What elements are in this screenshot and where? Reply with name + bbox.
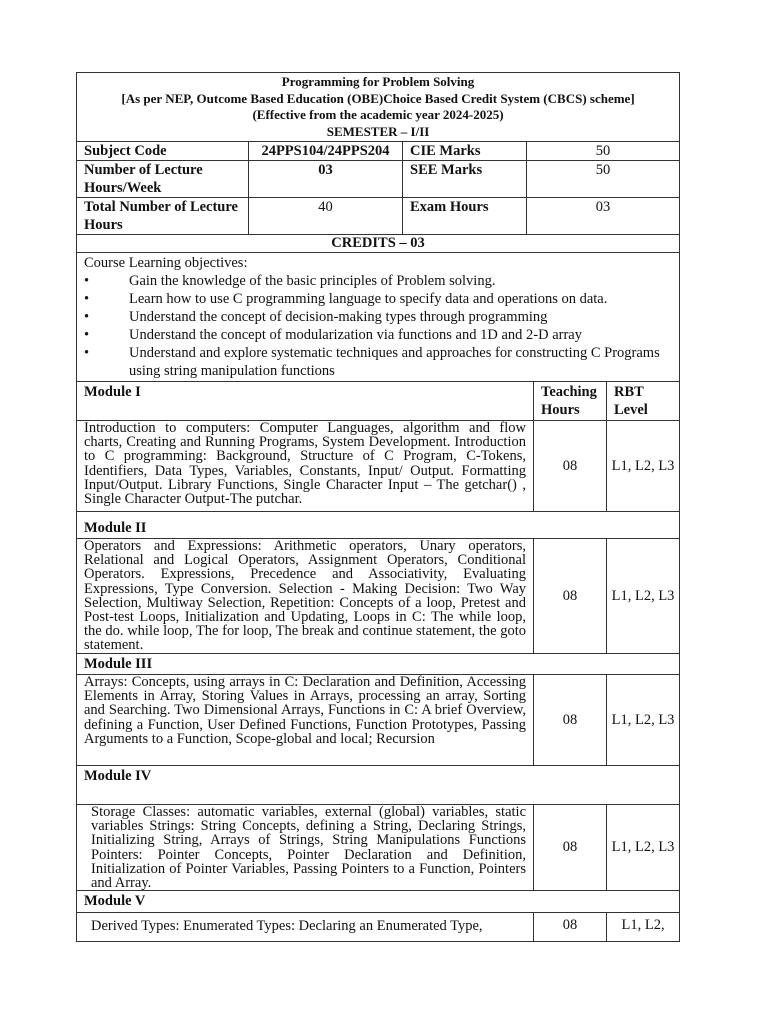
course-title: Programming for Problem Solving [281, 74, 475, 89]
module-rbt: L1, L2, L3 [607, 675, 680, 766]
objective-item: • Gain the knowledge of the basic principles of Problem solving. [84, 272, 672, 290]
module-hours: 08 [534, 421, 607, 512]
course-effective-year: (Effective from the academic year 2024-2025) [252, 107, 504, 122]
info-row-subject-code [77, 142, 680, 161]
total-hours-value: 40 [249, 198, 403, 235]
module-content: Derived Types: Enumerated Types: Declaring an Enumerated Type, [77, 913, 534, 942]
module-content: Introduction to computers: Computer Languages, algorithm and flow charts, Creating and Running Programs, System Development. Introduction to C programming: Background, Structure of C Program, C-Tokens, Identifiers, Data Types, Variables, Constants, Input/ Output. Formatting Input/Output. Library Functions, Single Character Input – The getchar() , Single Character Output-The putchar. [77, 421, 534, 512]
module-header-row [77, 512, 680, 539]
info-row-lecture-hours [77, 161, 680, 198]
objectives-row [77, 253, 680, 382]
module-row [77, 675, 680, 766]
total-hours-label: Total Number of Lecture Hours [77, 198, 249, 235]
module-row [77, 539, 680, 654]
rbt-level-header: RBT Level [607, 382, 680, 421]
module-row [77, 913, 680, 942]
subject-code-label: Subject Code [77, 142, 249, 161]
objective-item: • Understand and explore systematic techniques and approaches for constructing C Programs using string manipulation functions [84, 344, 672, 380]
exam-hours-label: Exam Hours [403, 198, 527, 235]
module-header-row [77, 766, 680, 805]
module-hours: 08 [534, 913, 607, 942]
objective-item: • Understand the concept of decision-making types through programming [84, 308, 672, 326]
course-header-row [77, 73, 680, 142]
see-marks-value: 50 [527, 161, 680, 198]
objective-item: • Understand the concept of modularization via functions and 1D and 2-D array [84, 326, 672, 344]
module-rbt: L1, L2, [607, 913, 680, 942]
objective-item: • Learn how to use C programming language to specify data and operations on data. [84, 290, 672, 308]
objectives-list [84, 272, 672, 380]
module-hours: 08 [534, 805, 607, 891]
module-header-row [77, 382, 680, 421]
module-row [77, 421, 680, 512]
module-row [77, 805, 680, 891]
course-semester: SEMESTER – I/II [326, 123, 430, 139]
course-scheme: [As per NEP, Outcome Based Education (OBE)Choice Based Credit System (CBCS) scheme] [121, 90, 635, 106]
cie-marks-label: CIE Marks [403, 142, 527, 161]
subject-code-value: 24PPS104/24PPS204 [249, 142, 403, 161]
module-hours: 08 [534, 675, 607, 766]
info-row-total-hours [77, 198, 680, 235]
module-title: Module V [77, 891, 680, 913]
credits: CREDITS – 03 [77, 235, 680, 253]
objectives-heading: Course Learning objectives: [84, 255, 248, 271]
see-marks-label: SEE Marks [403, 161, 527, 198]
module-header-row [77, 891, 680, 913]
syllabus-table [76, 72, 680, 942]
module-header-row [77, 654, 680, 675]
syllabus-page [76, 72, 679, 942]
module-title: Module IV [77, 766, 680, 805]
module-content: Operators and Expressions: Arithmetic operators, Unary operators, Relational and Logical Operators, Assignment Operators, Conditional Operators. Expressions, Precedence and Associativity, Evaluating Expressions, Type Conversion. Selection - Making Decision: Two Way Selection, Multiway Selection, Repetition: Concepts of a loop, Pretest and Post-test Loops, Initialization and Updating, Loops in C: The while loop, the do. while loop, The for loop, The break and continue statement, the goto statement. [77, 539, 534, 654]
exam-hours-value: 03 [527, 198, 680, 235]
module-content: Storage Classes: automatic variables, external (global) variables, static variables Strings: String Concepts, defining a String, Declaring Strings, Initializing String, Arrays of Strings, String Manipulations Functions Pointers: Pointer Concepts, Pointer Declaration and Definition, Initialization of Pointer Variables, Passing Pointers to a Function, Pointers and Array. [77, 805, 534, 891]
lecture-hours-value: 03 [249, 161, 403, 198]
module-title: Module I [77, 382, 534, 421]
module-rbt: L1, L2, L3 [607, 421, 680, 512]
module-rbt: L1, L2, L3 [607, 539, 680, 654]
course-header [77, 73, 680, 142]
objectives [77, 253, 680, 382]
cie-marks-value: 50 [527, 142, 680, 161]
module-hours: 08 [534, 539, 607, 654]
credits-row [77, 235, 680, 253]
module-title: Module II [77, 512, 680, 539]
module-title: Module III [77, 654, 680, 675]
module-content: Arrays: Concepts, using arrays in C: Declaration and Definition, Accessing Elements in Array, Storing Values in Arrays, processing an array, Sorting and Searching. Two Dimensional Arrays, Functions in C: A brief Overview, defining a Function, User Defined Functions, Function Prototypes, Passing Arguments to a Function, Scope-global and local; Recursion [77, 675, 534, 766]
lecture-hours-label: Number of Lecture Hours/Week [77, 161, 249, 198]
teaching-hours-header: Teaching Hours [534, 382, 607, 421]
module-rbt: L1, L2, L3 [607, 805, 680, 891]
